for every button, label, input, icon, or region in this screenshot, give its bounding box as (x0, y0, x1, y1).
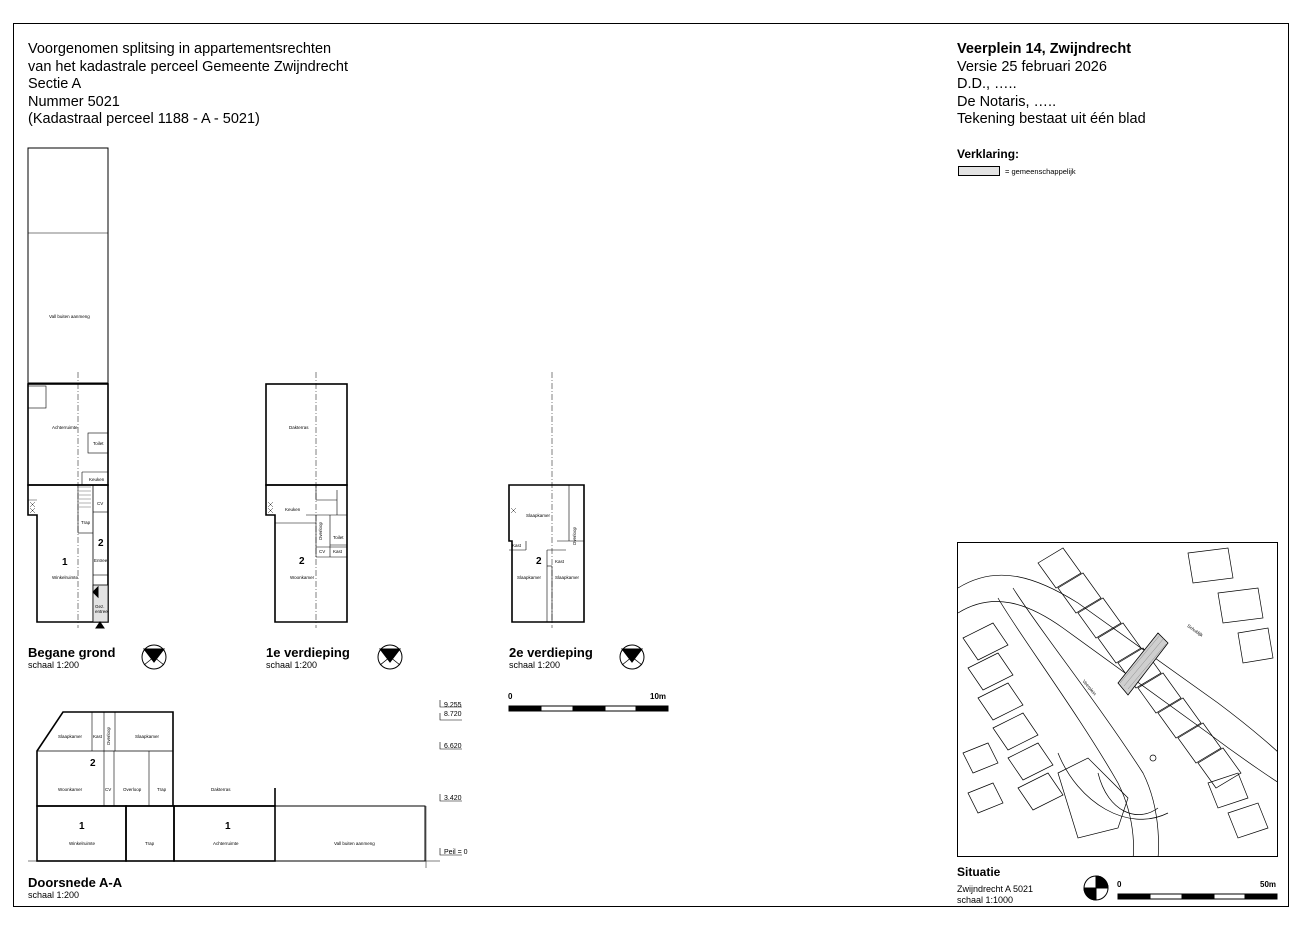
ground-unit-2: 2 (98, 538, 104, 549)
first-dakterras-label: Dakterras (289, 425, 309, 430)
second-slaapkamer-right-label: Slaapkamer (555, 575, 580, 580)
first-toilet-label: Toilet (333, 535, 344, 540)
first-floor-title: 1e verdieping (266, 645, 350, 660)
second-overloop-label: Overloop (572, 527, 577, 546)
section-overloop-vertical: Overloop (106, 727, 111, 746)
ground-gez-entree-label: Gez. entree (95, 604, 108, 614)
ground-floor-scale: schaal 1:200 (28, 660, 80, 670)
sheets-line: Tekening bestaat uit één blad (957, 111, 1146, 128)
section-woonkamer: Woonkamer (58, 787, 83, 792)
header-line-4: Nummer 5021 (28, 93, 120, 110)
ground-winkel-label: Winkelruimte (52, 575, 79, 580)
first-cv-label: CV (319, 549, 326, 554)
ground-entree-label: Entree (94, 558, 108, 563)
section-winkelruimte: Winkelruimte (69, 841, 96, 846)
ground-achterruimte-label: Achterruimte (52, 425, 78, 430)
plan-scalebar-end: 10m (650, 692, 667, 701)
level-3420: 3.420 (444, 795, 462, 802)
first-overloop-label: Overloop (318, 522, 323, 541)
section-yard: Vall buiten aanmeng (334, 841, 375, 846)
first-kast-label: Kast (333, 549, 343, 554)
map-street-label: Veerplein (1081, 678, 1098, 697)
situatie-map (957, 542, 1278, 857)
situatie-parcel: Zwijndrecht A 5021 (957, 884, 1034, 894)
header-line-1: Voorgenomen splitsing in appartementsrechten (28, 41, 332, 57)
first-floor-plan (266, 372, 402, 669)
section-achterruimte: Achterruimte (213, 841, 239, 846)
version-line: Versie 25 februari 2026 (957, 58, 1107, 75)
second-unit-2: 2 (536, 556, 542, 567)
section-unit-2: 2 (90, 758, 96, 769)
header-line-5: (Kadastraal perceel 1188 - A - 5021) (28, 111, 260, 128)
situatie-scalebar-start: 0 (1117, 880, 1122, 889)
section-unit-1-left: 1 (79, 821, 85, 832)
second-kast-mid-label: Kast (555, 559, 565, 564)
second-floor-scale: schaal 1:200 (509, 660, 561, 670)
situatie-scalebar-end: 50m (1260, 880, 1277, 889)
plan-scalebar-start: 0 (508, 692, 513, 701)
first-keuken-label: Keuken (285, 507, 301, 512)
situatie-map-drawing (958, 543, 1278, 857)
ground-unit-1: 1 (62, 557, 68, 568)
dd-line: D.D., ….. (957, 76, 1017, 93)
level-peil: Peil = 0 (444, 849, 468, 856)
ground-floor-title: Begane grond (28, 645, 116, 660)
header-line-2: van het kadastrale perceel Gemeente Zwijndrecht (28, 58, 348, 75)
level-6620: 6.620 (444, 743, 462, 750)
situatie-title: Situatie (957, 865, 1001, 879)
legend-label: = gemeenschappelijk (1005, 167, 1076, 176)
ground-yard-label: Vall buiten aanmeng (49, 314, 90, 319)
plan-scalebar (509, 706, 668, 711)
ground-trap-label: Trap (81, 520, 91, 525)
ground-keuken-label: Keuken (89, 477, 105, 482)
section-cv: CV (105, 787, 112, 792)
second-floor-title: 2e verdieping (509, 645, 593, 660)
header-line-3: Sectie A (28, 76, 82, 93)
second-slaapkamer-left-label: Slaapkamer (517, 575, 542, 580)
level-9255: 9.255 (444, 702, 462, 709)
second-floor-plan (509, 372, 644, 669)
ground-cv-label: CV (97, 501, 104, 506)
address-title: Veerplein 14, Zwijndrecht (957, 41, 1132, 57)
section-unit-1-right: 1 (225, 821, 231, 832)
legend-title: Verklaring: (957, 147, 1020, 161)
section-dakterras: Dakterras (211, 787, 231, 792)
map-street2-label: Schuldijk (1186, 623, 1204, 638)
second-slaapkamer-top-label: Slaapkamer (526, 513, 551, 518)
section-kast: Kast (93, 734, 103, 739)
notary-line: De Notaris, ….. (957, 93, 1057, 110)
first-unit-2: 2 (299, 556, 305, 567)
section-title: Doorsnede A-A (28, 875, 123, 890)
ground-floor-plan (28, 148, 166, 669)
section-trap-lower: Trap (145, 841, 155, 846)
situatie-scale: schaal 1:1000 (957, 895, 1014, 905)
section-slaapkamer-left: Slaapkamer (58, 734, 83, 739)
ground-toilet-label: Toilet (93, 441, 104, 446)
level-8720: 8.720 (444, 711, 462, 718)
section-overloop: Overloop (123, 787, 142, 792)
section-trap-upper: Trap (157, 787, 167, 792)
section-slaapkamer-right: Slaapkamer (135, 734, 160, 739)
first-woonkamer-label: Woonkamer (290, 575, 315, 580)
first-floor-scale: schaal 1:200 (266, 660, 318, 670)
section-scale: schaal 1:200 (28, 890, 80, 900)
second-kast-left-label: Kast (512, 543, 522, 548)
